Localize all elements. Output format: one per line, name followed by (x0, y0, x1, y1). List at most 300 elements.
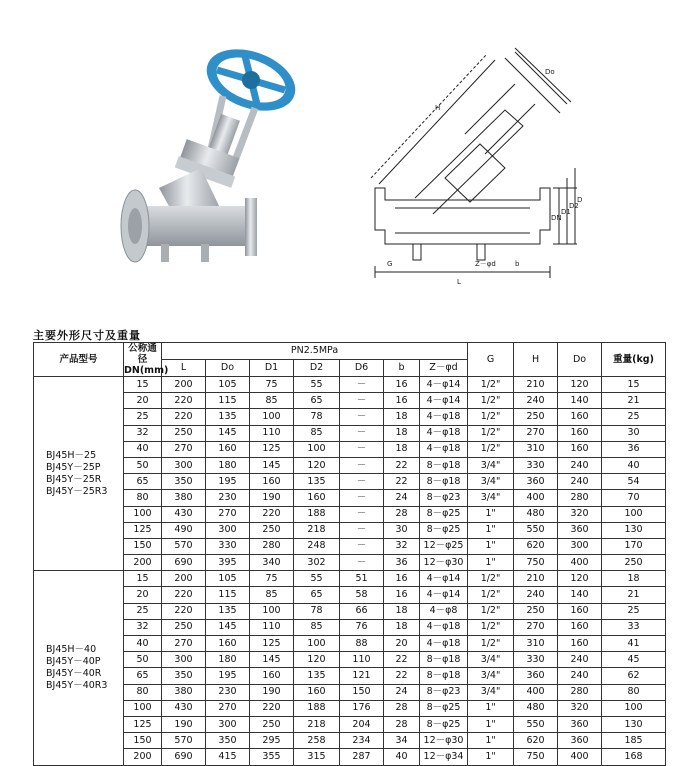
cell-Do: 105 (206, 571, 250, 587)
cell-b: 22 (384, 652, 420, 668)
cell-D2: 188 (294, 700, 340, 716)
cell-Do2: 120 (558, 377, 602, 393)
header-model: 产品型号 (34, 343, 124, 377)
cell-weight: 130 (602, 522, 666, 538)
cell-b: 18 (384, 603, 420, 619)
label-D: D (577, 196, 583, 204)
header-weight: 重量(kg) (602, 343, 666, 377)
cell-Do2: 360 (558, 716, 602, 732)
cell-L: 250 (162, 425, 206, 441)
cell-L: 220 (162, 587, 206, 603)
cell-L: 220 (162, 393, 206, 409)
cell-D2: 160 (294, 684, 340, 700)
cell-D1: 110 (250, 425, 294, 441)
cell-Do: 180 (206, 652, 250, 668)
cell-H: 750 (514, 555, 558, 571)
cell-Do: 230 (206, 684, 250, 700)
label-Do: Do (545, 68, 555, 76)
cell-b: 32 (384, 538, 420, 554)
cell-Do: 180 (206, 457, 250, 473)
cell-Do2: 160 (558, 603, 602, 619)
cell-Do: 395 (206, 555, 250, 571)
cell-D1: 295 (250, 733, 294, 749)
label-DN: DN (551, 214, 562, 222)
cell-Do: 115 (206, 587, 250, 603)
cell-model: BJ45H－25 BJ45Y－25P BJ45Y－25R BJ45Y－25R3 (34, 377, 124, 571)
cell-b: 18 (384, 425, 420, 441)
cell-weight: 15 (602, 377, 666, 393)
cell-D2: 302 (294, 555, 340, 571)
cell-L: 220 (162, 603, 206, 619)
header-dn: 公称通径 DN(mm) (124, 343, 169, 376)
cell-zd: 4－φ8 (420, 603, 468, 619)
cell-H: 620 (514, 538, 558, 554)
cell-H: 330 (514, 652, 558, 668)
cell-D6: 204 (340, 716, 384, 732)
cell-b: 22 (384, 457, 420, 473)
cell-zd: 8－φ18 (420, 668, 468, 684)
cell-D6: 176 (340, 700, 384, 716)
cell-H: 270 (514, 425, 558, 441)
cell-zd: 4－φ14 (420, 587, 468, 603)
table-row (34, 587, 666, 603)
cell-Do2: 400 (558, 555, 602, 571)
cell-Do: 145 (206, 619, 250, 635)
cell-G: 3/4" (468, 668, 514, 684)
cell-H: 550 (514, 522, 558, 538)
cell-G: 1/2" (468, 571, 514, 587)
cell-L: 200 (162, 571, 206, 587)
cell-L: 220 (162, 409, 206, 425)
label-D2: D2 (569, 202, 579, 210)
cell-D6: － (340, 522, 384, 538)
cell-Do2: 160 (558, 619, 602, 635)
cell-D2: 85 (294, 619, 340, 635)
cell-L: 350 (162, 668, 206, 684)
cell-H: 750 (514, 749, 558, 765)
cell-H: 620 (514, 733, 558, 749)
table-row (34, 571, 666, 587)
table-row (34, 457, 666, 473)
cell-D6: － (340, 490, 384, 506)
cell-D2: 100 (294, 441, 340, 457)
cell-Do: 330 (206, 538, 250, 554)
cell-D6: － (340, 409, 384, 425)
cell-zd: 4－φ18 (420, 619, 468, 635)
cell-D2: 135 (294, 474, 340, 490)
table-row (34, 636, 666, 652)
header-b: b (384, 360, 420, 377)
cell-Do: 415 (206, 749, 250, 765)
cell-D1: 280 (250, 538, 294, 554)
cell-Do2: 300 (558, 538, 602, 554)
cell-Do2: 160 (558, 425, 602, 441)
cell-b: 22 (384, 668, 420, 684)
cell-Do: 135 (206, 409, 250, 425)
cell-L: 570 (162, 538, 206, 554)
cell-D2: 65 (294, 587, 340, 603)
cell-b: 34 (384, 733, 420, 749)
cell-H: 250 (514, 603, 558, 619)
cell-H: 400 (514, 490, 558, 506)
cell-G: 3/4" (468, 652, 514, 668)
cell-weight: 45 (602, 652, 666, 668)
cell-D2: 218 (294, 522, 340, 538)
cell-b: 16 (384, 571, 420, 587)
cell-zd: 4－φ14 (420, 571, 468, 587)
cell-dn: 100 (124, 506, 162, 522)
cell-dn: 15 (124, 377, 162, 393)
cell-D2: 160 (294, 490, 340, 506)
cell-Do2: 160 (558, 409, 602, 425)
table-row (34, 716, 666, 732)
cell-L: 430 (162, 700, 206, 716)
cell-Do2: 160 (558, 441, 602, 457)
table-row (34, 733, 666, 749)
cell-zd: 8－φ18 (420, 474, 468, 490)
cell-D1: 190 (250, 490, 294, 506)
cell-D6: － (340, 377, 384, 393)
table-row (34, 377, 666, 393)
cell-G: 1" (468, 716, 514, 732)
cell-Do2: 140 (558, 393, 602, 409)
cell-dn: 65 (124, 474, 162, 490)
cell-weight: 21 (602, 587, 666, 603)
cell-weight: 18 (602, 571, 666, 587)
cell-dn: 20 (124, 393, 162, 409)
cell-D1: 125 (250, 441, 294, 457)
spec-table (33, 342, 666, 766)
cell-zd: 12－φ34 (420, 749, 468, 765)
cell-H: 270 (514, 619, 558, 635)
cell-zd: 4－φ18 (420, 441, 468, 457)
cell-D2: 248 (294, 538, 340, 554)
cell-zd: 8－φ25 (420, 522, 468, 538)
cell-weight: 30 (602, 425, 666, 441)
cell-dn: 32 (124, 425, 162, 441)
cell-L: 690 (162, 749, 206, 765)
cell-D6: 88 (340, 636, 384, 652)
cell-Do2: 140 (558, 587, 602, 603)
cell-G: 1/2" (468, 441, 514, 457)
table-row (34, 522, 666, 538)
label-zd: Z－φd (475, 260, 496, 268)
cell-D2: 258 (294, 733, 340, 749)
cell-D1: 85 (250, 587, 294, 603)
cell-D6: － (340, 441, 384, 457)
cell-Do2: 240 (558, 668, 602, 684)
cell-D1: 250 (250, 522, 294, 538)
cell-L: 270 (162, 441, 206, 457)
cell-D6: － (340, 457, 384, 473)
table-row (34, 506, 666, 522)
table-caption: 主要外形尺寸及重量 (33, 329, 141, 342)
cell-D2: 120 (294, 652, 340, 668)
cell-L: 490 (162, 522, 206, 538)
cell-weight: 130 (602, 716, 666, 732)
cell-Do: 145 (206, 425, 250, 441)
cell-D6: 76 (340, 619, 384, 635)
cell-b: 28 (384, 700, 420, 716)
cell-D1: 160 (250, 668, 294, 684)
header-D1: D1 (250, 360, 294, 377)
cell-weight: 41 (602, 636, 666, 652)
cell-G: 1/2" (468, 377, 514, 393)
cell-G: 3/4" (468, 684, 514, 700)
cell-b: 30 (384, 522, 420, 538)
label-H: H (435, 104, 441, 112)
cell-dn: 80 (124, 490, 162, 506)
cell-dn: 15 (124, 571, 162, 587)
cell-D1: 190 (250, 684, 294, 700)
cell-G: 1/2" (468, 393, 514, 409)
cell-zd: 8－φ25 (420, 716, 468, 732)
cell-Do2: 240 (558, 474, 602, 490)
label-b: b (515, 260, 520, 268)
cell-D2: 85 (294, 425, 340, 441)
cell-G: 1" (468, 506, 514, 522)
cell-Do2: 360 (558, 522, 602, 538)
cell-zd: 12－φ30 (420, 555, 468, 571)
cell-Do2: 120 (558, 571, 602, 587)
cell-H: 210 (514, 571, 558, 587)
cell-weight: 100 (602, 700, 666, 716)
cell-zd: 8－φ18 (420, 457, 468, 473)
cell-D2: 78 (294, 409, 340, 425)
cell-b: 24 (384, 684, 420, 700)
cell-b: 20 (384, 636, 420, 652)
table-row (34, 619, 666, 635)
cell-dn: 50 (124, 457, 162, 473)
cell-G: 1" (468, 538, 514, 554)
cell-weight: 54 (602, 474, 666, 490)
label-D1: D1 (561, 208, 571, 216)
valve-dimension-drawing (355, 38, 585, 288)
cell-zd: 4－φ18 (420, 636, 468, 652)
cell-H: 360 (514, 668, 558, 684)
cell-H: 480 (514, 506, 558, 522)
cell-L: 270 (162, 636, 206, 652)
cell-L: 690 (162, 555, 206, 571)
cell-D1: 160 (250, 474, 294, 490)
cell-G: 1" (468, 733, 514, 749)
cell-Do: 230 (206, 490, 250, 506)
cell-Do: 160 (206, 441, 250, 457)
cell-dn: 200 (124, 555, 162, 571)
table-row (34, 425, 666, 441)
cell-b: 28 (384, 716, 420, 732)
cell-zd: 4－φ18 (420, 409, 468, 425)
cell-D2: 55 (294, 571, 340, 587)
cell-L: 430 (162, 506, 206, 522)
cell-dn: 50 (124, 652, 162, 668)
cell-L: 570 (162, 733, 206, 749)
cell-weight: 100 (602, 506, 666, 522)
cell-L: 300 (162, 457, 206, 473)
cell-zd: 12－φ30 (420, 733, 468, 749)
cell-Do: 300 (206, 716, 250, 732)
cell-G: 1/2" (468, 425, 514, 441)
table-row (34, 538, 666, 554)
cell-G: 1" (468, 700, 514, 716)
cell-D6: － (340, 538, 384, 554)
cell-H: 250 (514, 409, 558, 425)
cell-Do2: 160 (558, 636, 602, 652)
cell-dn: 125 (124, 522, 162, 538)
cell-D2: 78 (294, 603, 340, 619)
cell-D1: 220 (250, 700, 294, 716)
header-D2: D2 (294, 360, 340, 377)
cell-weight: 36 (602, 441, 666, 457)
cell-weight: 40 (602, 457, 666, 473)
cell-weight: 185 (602, 733, 666, 749)
cell-D6: 51 (340, 571, 384, 587)
cell-D2: 100 (294, 636, 340, 652)
cell-zd: 8－φ25 (420, 700, 468, 716)
cell-Do: 270 (206, 506, 250, 522)
header-G: G (468, 343, 514, 377)
cell-dn: 25 (124, 603, 162, 619)
cell-weight: 62 (602, 668, 666, 684)
cell-G: 1/2" (468, 409, 514, 425)
cell-D1: 100 (250, 409, 294, 425)
valve-photo (105, 38, 305, 270)
label-g: G (387, 260, 393, 268)
cell-weight: 25 (602, 603, 666, 619)
cell-D2: 135 (294, 668, 340, 684)
cell-Do: 270 (206, 700, 250, 716)
cell-D6: 58 (340, 587, 384, 603)
cell-Do: 350 (206, 733, 250, 749)
cell-D1: 220 (250, 506, 294, 522)
cell-b: 24 (384, 490, 420, 506)
cell-Do: 195 (206, 474, 250, 490)
table-row (34, 393, 666, 409)
cell-weight: 70 (602, 490, 666, 506)
cell-D2: 188 (294, 506, 340, 522)
cell-dn: 40 (124, 636, 162, 652)
header-H: H (514, 343, 558, 377)
table-row (34, 490, 666, 506)
cell-b: 16 (384, 587, 420, 603)
cell-D6: 110 (340, 652, 384, 668)
cell-H: 480 (514, 700, 558, 716)
cell-D1: 145 (250, 457, 294, 473)
cell-Do2: 320 (558, 506, 602, 522)
cell-G: 1" (468, 555, 514, 571)
table-row (34, 684, 666, 700)
cell-dn: 200 (124, 749, 162, 765)
cell-L: 250 (162, 619, 206, 635)
cell-G: 1/2" (468, 619, 514, 635)
cell-Do2: 400 (558, 749, 602, 765)
cell-zd: 4－φ14 (420, 377, 468, 393)
cell-Do: 115 (206, 393, 250, 409)
cell-zd: 8－φ18 (420, 652, 468, 668)
label-L: L (457, 278, 461, 286)
cell-dn: 65 (124, 668, 162, 684)
table-row (34, 555, 666, 571)
cell-D1: 250 (250, 716, 294, 732)
cell-D2: 55 (294, 377, 340, 393)
cell-Do: 135 (206, 603, 250, 619)
cell-D2: 218 (294, 716, 340, 732)
cell-G: 1/2" (468, 636, 514, 652)
cell-H: 400 (514, 684, 558, 700)
cell-L: 380 (162, 684, 206, 700)
cell-b: 16 (384, 377, 420, 393)
header-L: L (162, 360, 206, 377)
cell-D6: 150 (340, 684, 384, 700)
cell-Do2: 280 (558, 684, 602, 700)
table-row (34, 603, 666, 619)
cell-weight: 25 (602, 409, 666, 425)
header-pn: PN2.5MPa (162, 343, 468, 360)
table-row (34, 700, 666, 716)
cell-b: 22 (384, 474, 420, 490)
cell-H: 310 (514, 441, 558, 457)
cell-dn: 100 (124, 700, 162, 716)
cell-H: 310 (514, 636, 558, 652)
cell-D1: 125 (250, 636, 294, 652)
cell-zd: 12－φ25 (420, 538, 468, 554)
cell-b: 18 (384, 441, 420, 457)
cell-zd: 8－φ25 (420, 506, 468, 522)
cell-L: 380 (162, 490, 206, 506)
header-D6: D6 (340, 360, 384, 377)
cell-weight: 80 (602, 684, 666, 700)
cell-dn: 20 (124, 587, 162, 603)
cell-Do2: 280 (558, 490, 602, 506)
cell-G: 3/4" (468, 457, 514, 473)
cell-D1: 355 (250, 749, 294, 765)
cell-H: 210 (514, 377, 558, 393)
cell-zd: 4－φ14 (420, 393, 468, 409)
cell-D6: － (340, 555, 384, 571)
cell-G: 3/4" (468, 490, 514, 506)
table-row (34, 474, 666, 490)
cell-D2: 65 (294, 393, 340, 409)
cell-dn: 80 (124, 684, 162, 700)
cell-Do2: 240 (558, 652, 602, 668)
cell-H: 240 (514, 587, 558, 603)
cell-H: 360 (514, 474, 558, 490)
cell-b: 18 (384, 409, 420, 425)
cell-b: 16 (384, 393, 420, 409)
cell-dn: 40 (124, 441, 162, 457)
cell-L: 300 (162, 652, 206, 668)
cell-Do: 300 (206, 522, 250, 538)
cell-weight: 170 (602, 538, 666, 554)
cell-G: 1" (468, 749, 514, 765)
cell-H: 550 (514, 716, 558, 732)
cell-weight: 21 (602, 393, 666, 409)
cell-dn: 25 (124, 409, 162, 425)
cell-zd: 4－φ18 (420, 425, 468, 441)
header-Do: Do (206, 360, 250, 377)
cell-D1: 145 (250, 652, 294, 668)
cell-b: 36 (384, 555, 420, 571)
cell-dn: 125 (124, 716, 162, 732)
cell-Do: 105 (206, 377, 250, 393)
table-row (34, 409, 666, 425)
cell-D1: 100 (250, 603, 294, 619)
cell-G: 1/2" (468, 587, 514, 603)
cell-weight: 250 (602, 555, 666, 571)
cell-D1: 340 (250, 555, 294, 571)
table-row (34, 441, 666, 457)
cell-H: 330 (514, 457, 558, 473)
